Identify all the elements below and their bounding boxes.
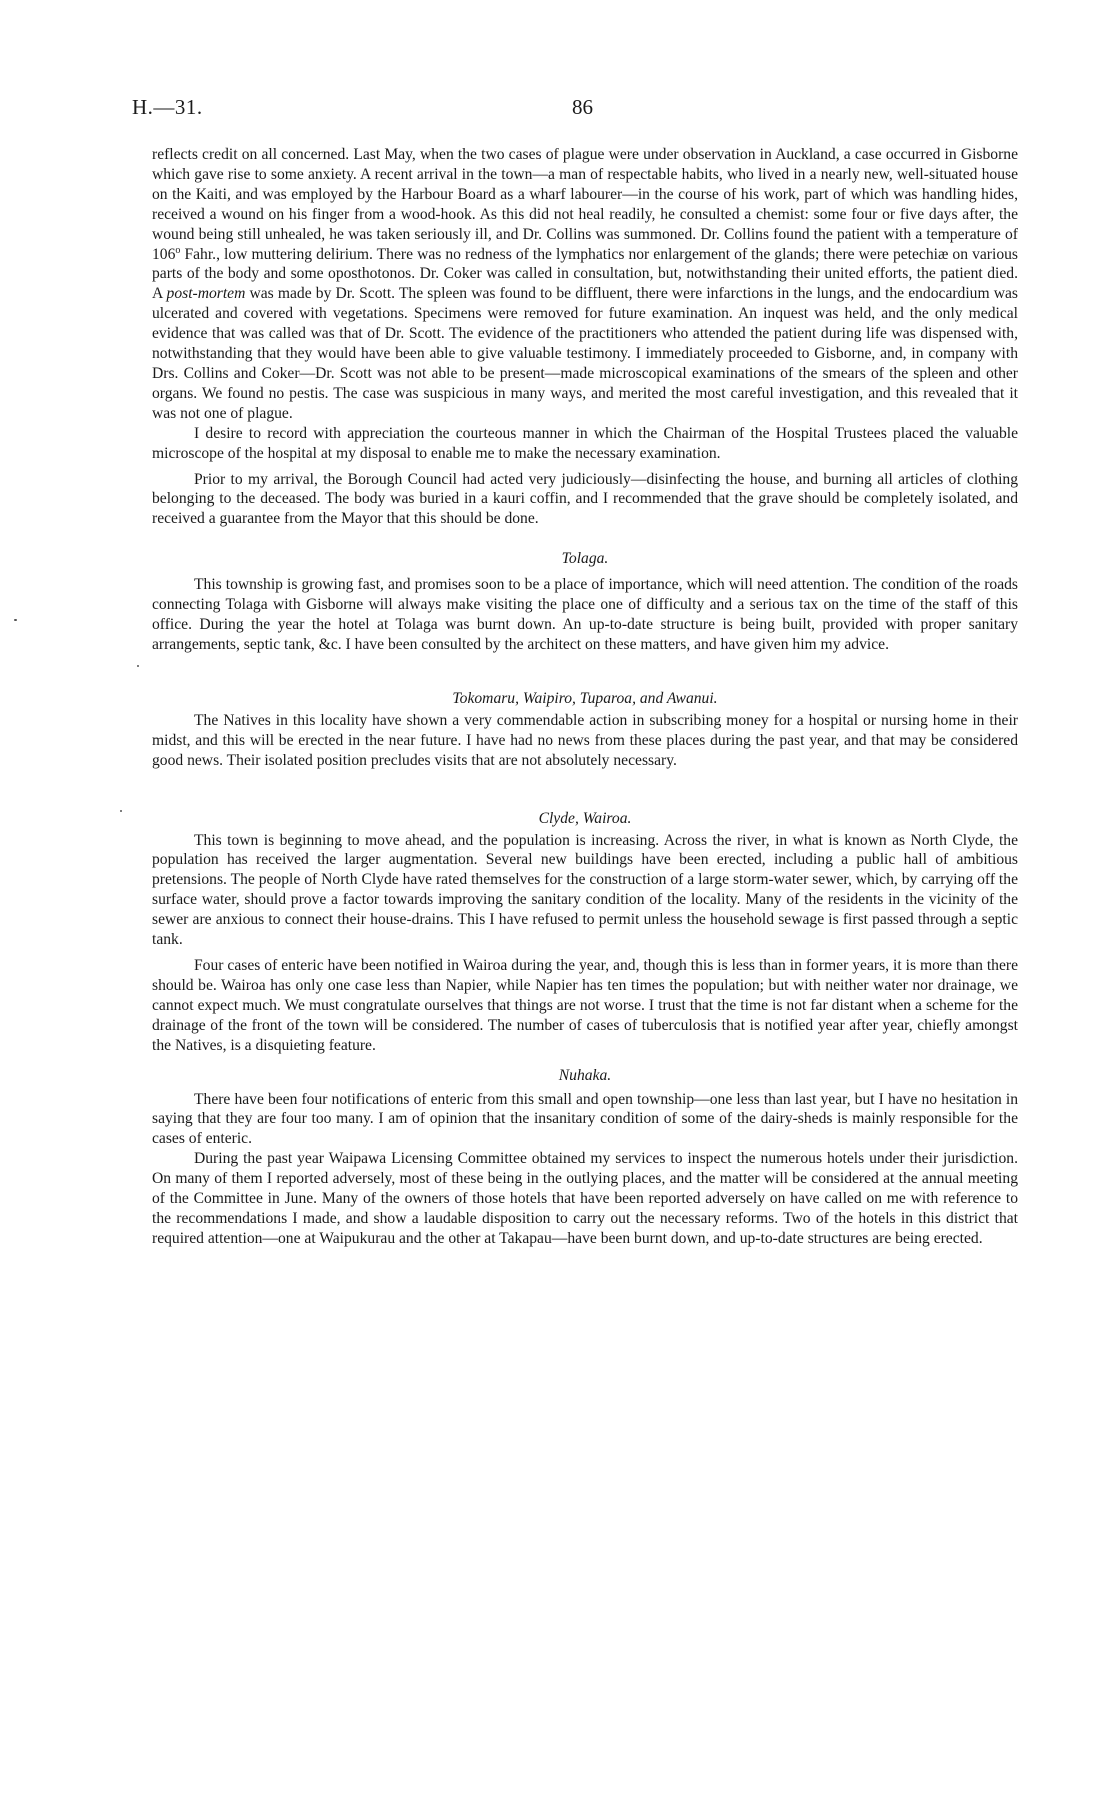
scan-speck [14, 619, 17, 621]
section-heading-clyde: Clyde, Wairoa. [538, 809, 632, 827]
page-header [132, 95, 1017, 125]
scan-speck [120, 810, 122, 812]
document-reference: H.—31. [132, 95, 203, 119]
section-heading-tolaga: Tolaga. [561, 550, 609, 568]
section-heading-nuhaka: Nuhaka. [558, 1066, 612, 1084]
scan-speck [137, 665, 139, 667]
paragraph-tokomaru: The Natives in this locality have shown a very commendable action in subscribing money for a hospital or nursing home in their midst, and this will be erected in the near future. I have had no news from these places during the past year, and that may be considered good news. Their isolated position precludes visits that are not absolutely necessary. [152, 711, 1018, 769]
paragraph-microscope: I desire to record with appreciation the courteous manner in which the Chairman of the Hospital Trustees placed the valuable microscope of the hospital at my disposal to enable me to make the necessary examination. [152, 424, 1018, 462]
paragraph-clyde-growth: This town is beginning to move ahead, and the population is increasing. Across the river, in what is known as North Clyde, the population has received the larger augmentation. Several new buildings have been erected, including a public hall of ambitious pretensions. The people of North Clyde have rated themselves for the construction of a large storm-water sewer, which, by carrying off the surface water, should prove a factor towards improving the sanitary condition of the locality. Many of the residents in the vicinity of the sewer are anxious to connect their house-drains. This I have refused to permit unless the household sewage is first passed through a septic tank. [152, 831, 1018, 949]
paragraph-text: reflects credit on all concerned. Last May, when the two cases of plague were under observation in Auckland, a case occurred in Gisborne which gave rise to some anxiety. A recent arrival in the town—a man of respectable habits, who lived in a nearly new, well-situated house on the Kaiti, and was employed by the Harbour Board as a wharf labourer—in the course of his work, part of which was handling hides, received a wound on his finger from a wood-hook. As this did not heal readily, he consulted a chemist: some four or five days after, the wound being still unhealed, he was taken seriously ill, and Dr. Collins was summoned. Dr. Collins found the patient with a temperature of 106 [152, 146, 1018, 263]
page-number: 86 [572, 95, 593, 119]
document-body [152, 145, 1018, 1249]
degree-symbol: o [175, 244, 181, 256]
paragraph-plague-case [152, 145, 1018, 424]
paragraph-nuhaka-enteric: There have been four notifications of enteric from this small and open township—one less than last year, but I have no hesitation in saying that they are four too many. I am of opinion that the insanitary condition of some of the dairy-sheds is mainly responsible for the cases of enteric. [152, 1090, 1018, 1148]
italic-term: post-mortem [166, 285, 246, 303]
paragraph-nuhaka-hotels: During the past year Waipawa Licensing Committee obtained my services to inspect the numerous hotels under their jurisdiction. On many of them I reported adversely, most of these being in the outlying places, and the matter will be considered at the annual meeting of the Committee in June. Many of the owners of those hotels that have been reported adversely on have called on me with reference to the recommendations I made, and show a laudable disposition to carry out the necessary reforms. Two of the hotels in this district that required attention—one at Waipukurau and the other at Takapau—have been burnt down, and up-to-date structures are being erected. [152, 1150, 1018, 1247]
paragraph-text: was made by Dr. Scott. The spleen was found to be diffluent, there were infarctions in the lungs, and the endocardium was ulcerated and covered with vegetations. Specimens were removed for future examination. An inquest was held, and the only medical evidence that was called was that of Dr. Scott. The evidence of the practitioners who attended the patient during life was dispensed with, notwithstanding that they would have been able to give valuable testimony. I immediately proceeded to Gisborne, and, in company with Drs. Collins and Coker—Dr. Scott was not able to be present—made microscopical examinations of the smears of the spleen and other organs. We found no pestis. The case was suspicious in many ways, and merited the most careful investigation, and this revealed that it was not one of plague. [152, 285, 1018, 422]
paragraph-borough-council: Prior to my arrival, the Borough Council had acted very judiciously—disinfecting the house, and burning all articles of clothing belonging to the deceased. The body was buried in a kauri coffin, and I recommended that the grave should be completely isolated, and received a guarantee from the Mayor that this should be done. [152, 470, 1018, 528]
paragraph-text: Fahr., low muttering delirium. There was no redness of the lymphatics nor enlargement of the glands; there were petechiæ on various parts of the body and some oposthotonos. Dr. Coker was called in consultation, but, notwithstanding their united efforts, the patient died. A [152, 245, 1018, 303]
paragraph-clyde-enteric: Four cases of enteric have been notified in Wairoa during the year, and, though this is less than in former years, it is more than there should be. Wairoa has only one case less than Napier, while Napier has ten times the population; but with neither water nor drainage, we cannot expect much. We must congratulate ourselves that things are not worse. I trust that the time is not far distant when a scheme for the drainage of the front of the town will be considered. The number of cases of tuberculosis that is notified year after year, chiefly amongst the Natives, is a disquieting feature. [152, 957, 1018, 1054]
paragraph-tolaga: This township is growing fast, and promises soon to be a place of importance, which will need attention. The condition of the roads connecting Tolaga with Gisborne will always make visiting the place one of difficulty and a serious tax on the time of the staff of this office. During the year the hotel at Tolaga was burnt down. An up-to-date structure is being built, provided with proper sanitary arrangements, septic tank, &c. I have been consulted by the architect on these matters, and have given him my advice. [152, 576, 1018, 653]
section-heading-tokomaru: Tokomaru, Waipiro, Tuparoa, and Awanui. [452, 689, 718, 707]
